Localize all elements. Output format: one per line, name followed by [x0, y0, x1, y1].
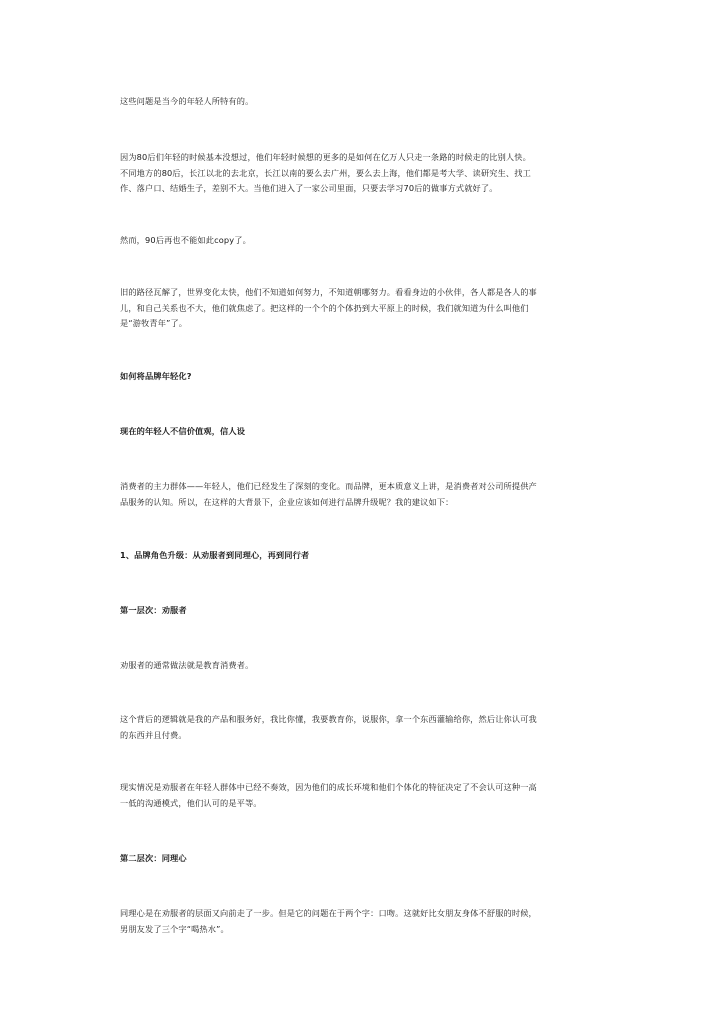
heading-level-one: 第一层次：劝服者: [120, 605, 187, 615]
paragraph-intro: 这些问题是当今的年轻人所特有的。: [120, 96, 254, 106]
heading-role-upgrade: 1、品牌角色升级：从劝服者到同理心，再到同行者: [120, 550, 310, 560]
paragraph-consumers: 消费者的主力群体——年轻人，他们已经发生了深刻的变化。而品牌，更本质意义上讲，是消费者对公司所提供产 品服务的认知。所以，在这样的大背景下，企业应该如何进行品牌升级呢？我的建议如下：: [120, 481, 537, 507]
paragraph-persuader: 劝服者的通常做法就是教育消费者。: [120, 660, 254, 670]
paragraph-empathy: 同理心是在劝服者的层面又向前走了一步。但是它的问题在于两个字：口吻。这就好比女朋友身体不舒服的时候， 男朋友发了三个字“喝热水”。: [120, 908, 537, 934]
paragraph-nomad-youth: 旧的路径瓦解了，世界变化太快，他们不知道如何努力，不知道朝哪努力。看看身边的小伙伴，各人都是各人的事 儿，和自己关系也不大，他们就焦虑了。把这样的一个个的个体扔到大平原上的时候，我们就知道为什么叫他们 是“游牧青年”了。: [120, 287, 537, 328]
paragraph-reality: 现实情况是劝服者在年轻人群体中已经不奏效，因为他们的成长环境和他们个体化的特征决定了不会认可这种一高 一低的沟通模式，他们认可的是平等。: [120, 782, 537, 808]
heading-persona: 现在的年轻人不信价值观，信人设: [120, 426, 246, 436]
paragraph-90s-copy: 然而，90后再也不能如此copy了。: [120, 235, 251, 245]
paragraph-logic: 这个背后的逻辑就是我的产品和服务好，我比你懂，我要教育你，说服你，拿一个东西灌输给你，然后让你认可我 的东西并且付费。: [120, 714, 537, 740]
heading-level-two: 第二层次：同理心: [120, 853, 187, 863]
paragraph-80s: 因为80后们年轻的时候基本没想过，他们年轻时候想的更多的是如何在亿万人只走一条路的时候走的比别人快。 不同地方的80后，长江以北的去北京，长江以南的要么去广州，要么去上海，他们都是考大学、读研究生、找工 作、落户口、结婚生子，差别不大。当他们进入了一家公司里面，只要去学习70后的做事方式就好了。: [120, 152, 531, 193]
heading-brand-rejuvenation: 如何将品牌年轻化?: [120, 371, 192, 381]
